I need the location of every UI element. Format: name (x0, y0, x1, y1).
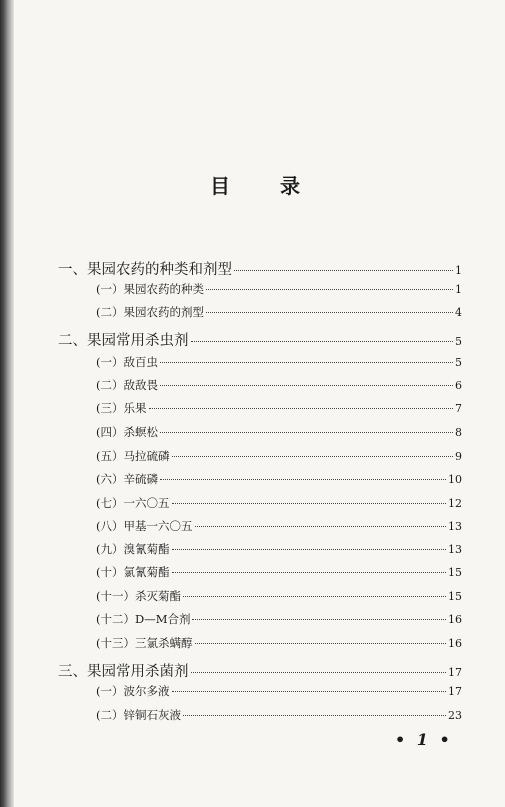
toc-page-number: 17 (448, 685, 462, 698)
toc-entry-label: (二）果园农药的剂型 (96, 305, 204, 319)
title-char-1: 目 (210, 174, 230, 198)
toc-section-entry (96, 471, 462, 487)
toc-entry-label: (十三）三氯杀螨醇 (96, 636, 193, 650)
toc-entry-label: (十二）D—M合剂 (96, 612, 191, 626)
toc-page-number: 13 (448, 543, 462, 556)
toc-page-number: 9 (455, 450, 462, 463)
toc-leader-dots (191, 672, 447, 673)
toc-section-entry (96, 518, 462, 534)
toc-section-entry (96, 635, 462, 651)
toc-page-number: 6 (455, 379, 462, 392)
toc-entry-label: (九）溴氰菊酯 (96, 542, 170, 556)
toc-page-number: 1 (455, 264, 462, 277)
toc-leader-dots (206, 312, 453, 313)
toc-leader-dots (191, 341, 454, 342)
toc-page-number: 5 (455, 335, 462, 348)
toc-section-entry (96, 377, 462, 393)
toc-leader-dots (172, 572, 447, 573)
toc-entry-label: (二）敌敌畏 (96, 378, 158, 392)
toc-entry-label: (四）杀螟松 (96, 425, 158, 439)
page-binding-edge (0, 0, 14, 807)
toc-entry-label: (一）波尔多液 (96, 684, 170, 698)
toc-leader-dots (149, 408, 454, 409)
toc-leader-dots (172, 503, 447, 504)
title-char-2: 录 (280, 174, 300, 198)
toc-leader-dots (192, 619, 446, 620)
toc-leader-dots (183, 715, 446, 716)
toc-entry-label: 三、果园常用杀菌剂 (58, 664, 189, 680)
toc-entry-label: (一）果园农药的种类 (96, 282, 204, 296)
toc-entry-label: (一）敌百虫 (96, 355, 158, 369)
toc-page-number: 15 (448, 590, 462, 603)
toc-entry-label: (三）乐果 (96, 401, 147, 415)
toc-leader-dots (183, 596, 446, 597)
toc-section-entry (96, 448, 462, 464)
toc-entry-label: (六）辛硫磷 (96, 472, 158, 486)
toc-page-number: 1 (455, 283, 462, 296)
page-number: • 1 • (395, 730, 453, 749)
toc-section-entry (96, 611, 462, 627)
toc-page-number: 16 (448, 613, 462, 626)
toc-chapter-entry (58, 258, 462, 279)
toc-page-number: 10 (448, 473, 462, 486)
toc-entry-label: 二、果园常用杀虫剂 (58, 333, 189, 349)
toc-page-number: 17 (448, 666, 462, 679)
toc-leader-dots (172, 691, 447, 692)
toc-entry-label: (八）甲基一六〇五 (96, 519, 193, 533)
toc-entry-label: (十）氯氰菊酯 (96, 565, 170, 579)
toc-page-number: 4 (455, 306, 462, 319)
toc-section-entry (96, 424, 462, 440)
toc-leader-dots (195, 643, 447, 644)
toc-section-entry (96, 400, 462, 416)
toc-page-number: 12 (448, 497, 462, 510)
toc-section-entry (96, 564, 462, 580)
toc-entry-label: (二）锌铜石灰液 (96, 708, 181, 722)
toc-page-number: 7 (455, 402, 462, 415)
toc-leader-dots (172, 456, 454, 457)
toc-section-entry (96, 707, 462, 723)
toc-entry-label: (五）马拉硫磷 (96, 449, 170, 463)
toc-leader-dots (160, 385, 453, 386)
toc-page-number: 15 (448, 566, 462, 579)
toc-page-number: 8 (455, 426, 462, 439)
toc-entry-label: (七）一六〇五 (96, 496, 170, 510)
toc-section-entry (96, 683, 462, 699)
toc-section-entry (96, 354, 462, 370)
toc-leader-dots (195, 526, 447, 527)
toc-chapter-entry (58, 660, 462, 681)
toc-leader-dots (160, 432, 453, 433)
toc-entry-label: 一、果园农药的种类和剂型 (58, 262, 232, 278)
toc-page-number: 23 (448, 709, 462, 722)
toc-chapter-entry (58, 329, 462, 350)
toc-leader-dots (234, 270, 453, 271)
toc-section-entry (96, 541, 462, 557)
toc-section-entry (96, 588, 462, 604)
toc-leader-dots (160, 362, 453, 363)
toc-page-number: 16 (448, 637, 462, 650)
toc-section-entry (96, 495, 462, 511)
toc-leader-dots (172, 549, 447, 550)
toc-leader-dots (206, 289, 453, 290)
toc-entry-label: (十一）杀灭菊酯 (96, 589, 181, 603)
toc-page-number: 13 (448, 520, 462, 533)
page-title (210, 170, 300, 199)
toc-page-number: 5 (455, 356, 462, 369)
toc-section-entry (96, 304, 462, 320)
toc-leader-dots (160, 479, 446, 480)
toc-section-entry (96, 281, 462, 297)
